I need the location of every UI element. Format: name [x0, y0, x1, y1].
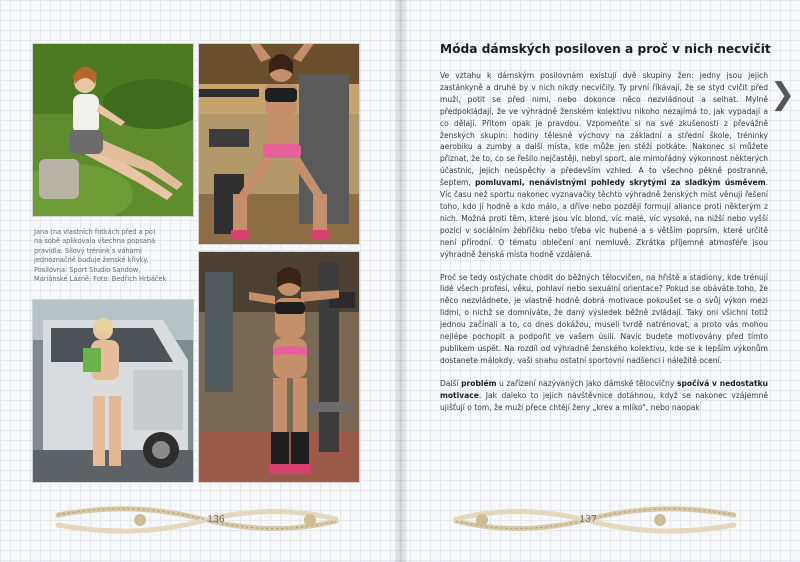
caption-line: Jana (na vlastních fotkách před a po): [34, 228, 156, 236]
photo-fitness-woman-bench: [199, 44, 359, 244]
article-paragraph-1: [440, 70, 768, 261]
text-run: . Víc času než sportu nakonec vyznavačky těchto výhradně ženských míst věnují řešení toho, kdo jí hodně a kdo málo, a dříve nebo později formují aliance proti některým z nich. Možná proti těm, které jsou víc blond, víc malé, víc vysoké, na nižší nebo vyšší pozici v sociálním žebříčku nebo třeba víc hubené a s větším poprsím, které určitě není přírodní. O tématu oblečení ani nemluvě. Zkrátka příjemné atmosféře jsou výhradně ženská místa hodně vzdálená.: [440, 178, 768, 259]
photo-caption: [34, 228, 194, 284]
article-title: Móda dámských posiloven a proč v nich necvičit: [440, 42, 771, 56]
page-number-left: 136: [207, 515, 225, 525]
article-paragraph-3: [440, 378, 768, 414]
bold-run: pomluvami, nenávistnými pohledy skrytými za sladkým úsměvem: [474, 178, 766, 188]
photo-fitness-woman-back: [199, 252, 359, 482]
book-gutter: [395, 0, 407, 562]
photo-woman-on-grass: [33, 44, 193, 216]
caption-line: Posilovna: Sport Studio Sandow,: [34, 265, 141, 274]
caption-line: jednoznačně buduje ženské křivky.: [34, 256, 149, 265]
caption-line: na sobě aplikovala všechna popsaná: [34, 237, 156, 246]
text-run: Ve vztahu k dámským posilovnám existují dvě skupiny žen: jedny jsou jejich zastánkyně a druhé by v nich nikdy necvičily. Ty první říkávají, že se styd cvičit před muži, potit se před nimi, nebo dokonce něco nezvládnout a selhat. Mylně předpokládají, že ve výhradně ženském kolektivu nikoho nezajímá to, jak vypadají a co dělají. Přitom opak je pravdou. Vzpomeňte si na své zkušenosti z převážně ženských skupin: hodiny tělesné výchovy na základní a střední škole, tréninky aerobiku a zumby a další místa, kde může jen stěží potkáte. Nakonec si můžete přiznat, že to, co se řešilo nejčastěji, nebyl sport, ale mimořádný výkonnost některých účastnic, jejich neúspěchy a především vzhled. A to všechno pěkně postranně, šeptem,: [440, 71, 768, 188]
chevron-right-icon[interactable]: ❯: [770, 77, 796, 112]
text-run: . Jak daleko to jejich návštěvnice dotáhnou, když se nakonec vzájemně ujišťují o tom, že muži přece chtějí ženy „krev a mlíko“, nebo naopak: [440, 390, 768, 412]
article-body: [440, 70, 768, 500]
photo-woman-at-car: [33, 300, 193, 482]
caption-line: pravidla. Silový trénink s váhami: [34, 246, 142, 255]
article-paragraph-2: Proč se tedy ostýchate chodit do běžných tělocvičen, na hřiště a stadiony, kde trénují lidé všech profesí, věku, pohlaví nebo sexuální orientace? Pokud se obáváte toho, že něco nezvládnete, je vlastně hodně dobrá motivace pokoušet se o svůj výkon mezi lidmi, o nichž se domníváte, že daný výsledek běžně zvládají. Taky oni všichni totiž jednou začínali a to, co dnes dokážou, museli tvrdě natrénovat, a proto vás mohou nejlépe pochopit a podpořit ve vašem úsilí. Navíc budete motivovány před tímto publikem uspět. Na rozdíl od výhradně ženského kolektivu, kde se k lepším výkonům dostanete málokdy, vaši snahu ostatní sportovní nadšenci i náležitě ocení.: [440, 272, 768, 365]
bold-run: problém: [461, 378, 497, 388]
caption-line: Mariánské Lázně. Foto: Bedřich Hrbáček: [34, 275, 167, 284]
page-number-right: 137: [579, 515, 597, 525]
text-run: u zařízení nazývaných jako dámské tělocvičny: [496, 378, 678, 388]
text-run: Další: [440, 378, 462, 388]
bold-run: spočívá v nedostatku motivace: [440, 378, 768, 400]
